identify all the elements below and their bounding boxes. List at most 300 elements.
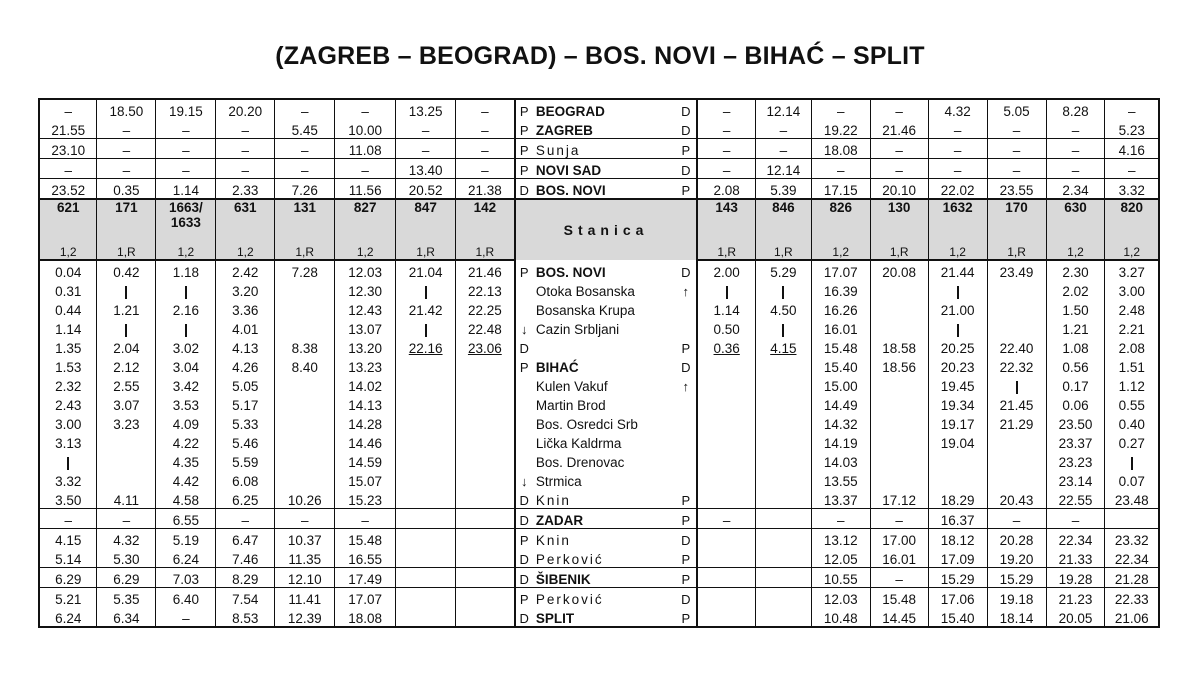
- station-name: Cazin Srbljani: [535, 322, 620, 337]
- time-cell: [870, 280, 928, 299]
- time-cell: –: [456, 99, 515, 119]
- station-name: ŠIBENIK: [533, 568, 675, 588]
- time-cell: –: [870, 139, 928, 159]
- train-class: 1,2: [928, 240, 987, 260]
- time-cell: [987, 451, 1046, 470]
- time-cell: –: [870, 159, 928, 179]
- time-cell: 15.29: [928, 568, 987, 588]
- time-cell: [755, 568, 811, 588]
- arrival-departure-marker: P: [515, 588, 533, 608]
- time-cell: 15.40: [811, 356, 870, 375]
- time-cell: 3.13: [55, 436, 82, 451]
- timetable-row: [39, 394, 1159, 413]
- time-cell: 5.19: [156, 529, 216, 549]
- time-cell: 0.17: [1046, 375, 1105, 394]
- time-cell: –: [697, 119, 755, 139]
- time-cell: –: [156, 119, 216, 139]
- time-cell: [755, 318, 811, 337]
- time-cell: [156, 280, 216, 299]
- timetable-row: [39, 529, 1159, 549]
- time-cell: 19.34: [928, 394, 987, 413]
- continuation-bar: [185, 286, 187, 299]
- continuation-bar: [185, 324, 187, 337]
- time-cell: [456, 413, 515, 432]
- time-cell: –: [335, 159, 396, 179]
- time-cell: [987, 375, 1046, 394]
- arrival-departure-marker: P: [675, 568, 697, 588]
- time-cell: 21.04: [396, 260, 456, 280]
- time-cell: [396, 588, 456, 608]
- time-cell: 4.22: [156, 432, 216, 451]
- time-cell: [396, 607, 456, 627]
- time-cell: [456, 568, 515, 588]
- time-cell: 7.03: [156, 568, 216, 588]
- time-cell: [697, 356, 755, 375]
- time-cell: 6.29: [97, 568, 156, 588]
- time-cell: 13.40: [396, 159, 456, 179]
- train-number: 131: [275, 199, 335, 240]
- time-cell: 4.09: [156, 413, 216, 432]
- time-cell: –: [697, 139, 755, 159]
- time-cell: 5.29: [755, 260, 811, 280]
- arrival-departure-marker: P: [675, 179, 697, 200]
- time-cell: 18.08: [811, 139, 870, 159]
- time-cell: 4.13: [216, 337, 275, 356]
- time-cell: 21.38: [456, 179, 515, 200]
- timetable-row: [39, 432, 1159, 451]
- time-cell: [697, 607, 755, 627]
- train-number: 631: [216, 199, 275, 240]
- arrival-departure-marker: [515, 394, 533, 413]
- station-name: BEOGRAD: [535, 104, 605, 119]
- station-name: Bos. Drenovac: [535, 455, 625, 470]
- time-cell: 7.46: [216, 548, 275, 568]
- station-name: BIHAĆ: [535, 360, 579, 375]
- time-cell: 4.32: [928, 99, 987, 119]
- time-cell: 22.33: [1105, 588, 1159, 608]
- time-cell: [275, 432, 335, 451]
- time-cell: 23.55: [987, 179, 1046, 200]
- time-cell: 2.21: [1105, 318, 1159, 337]
- time-cell: 15.00: [811, 375, 870, 394]
- time-cell: 3.50: [39, 489, 97, 509]
- time-cell: 23.48: [1105, 489, 1159, 509]
- station-name: ZADAR: [533, 509, 675, 529]
- time-cell: 2.55: [97, 375, 156, 394]
- time-cell: [928, 318, 987, 337]
- time-cell: 4.26: [216, 356, 275, 375]
- time-cell: 23.06: [456, 337, 515, 356]
- arrival-departure-marker: D: [515, 548, 533, 568]
- time-cell: [697, 588, 755, 608]
- time-cell: –: [97, 509, 156, 529]
- time-cell: 14.32: [811, 413, 870, 432]
- time-cell: 20.28: [987, 529, 1046, 549]
- arrival-departure-marker: [675, 299, 697, 318]
- time-cell: 15.48: [811, 337, 870, 356]
- time-cell: [755, 509, 811, 529]
- time-cell: 12.10: [275, 568, 335, 588]
- time-cell: 0.31: [55, 284, 82, 299]
- station-name: Knin: [535, 533, 571, 548]
- train-number: 130: [870, 199, 928, 240]
- time-cell: [1105, 509, 1159, 529]
- time-cell: 0.04: [55, 265, 82, 280]
- time-cell: –: [870, 568, 928, 588]
- time-cell: 23.32: [1105, 529, 1159, 549]
- station-name: Martin Brod: [535, 398, 606, 413]
- train-class: 1,R: [987, 240, 1046, 260]
- time-cell: 22.32: [987, 356, 1046, 375]
- station-name: Kulen Vakuf: [535, 379, 608, 394]
- station-name: NOVI SAD: [533, 159, 675, 179]
- time-cell: 1.14: [156, 179, 216, 200]
- time-cell: 6.24: [55, 611, 82, 626]
- time-cell: [97, 318, 156, 337]
- time-cell: 1.08: [1046, 337, 1105, 356]
- train-number: 820: [1105, 199, 1159, 240]
- time-cell: 12.03: [335, 260, 396, 280]
- time-cell: 6.40: [156, 588, 216, 608]
- time-cell: [755, 529, 811, 549]
- time-cell: 5.46: [216, 432, 275, 451]
- page-title: (ZAGREB – BEOGRAD) – BOS. NOVI – BIHAĆ – SPLIT: [275, 42, 925, 70]
- time-cell: –: [456, 119, 515, 139]
- timetable-row: [39, 509, 1159, 529]
- time-cell: [697, 280, 755, 299]
- time-cell: [697, 568, 755, 588]
- time-cell: [755, 470, 811, 489]
- time-cell: [396, 318, 456, 337]
- time-cell: 4.35: [156, 451, 216, 470]
- arrival-departure-marker: [675, 470, 697, 489]
- arrival-departure-marker: D: [675, 159, 697, 179]
- time-cell: 19.15: [156, 99, 216, 119]
- time-cell: 4.42: [156, 470, 216, 489]
- time-cell: 3.02: [156, 337, 216, 356]
- top-section: [39, 99, 1159, 199]
- timetable-row: [39, 119, 1159, 139]
- time-cell: 14.45: [870, 607, 928, 627]
- arrival-departure-marker: [515, 432, 533, 451]
- time-cell: –: [275, 509, 335, 529]
- time-cell: 3.27: [1105, 260, 1159, 280]
- station-name: Perković: [533, 548, 675, 568]
- time-cell: 20.05: [1046, 607, 1105, 627]
- time-cell: 17.09: [928, 548, 987, 568]
- train-number: 1632: [928, 199, 987, 240]
- time-cell: [755, 413, 811, 432]
- time-cell: 17.00: [870, 529, 928, 549]
- time-cell: 4.01: [216, 318, 275, 337]
- time-cell: [396, 356, 456, 375]
- time-cell: 11.08: [335, 139, 396, 159]
- arrival-departure-marker: D: [515, 337, 533, 356]
- time-cell: 17.07: [335, 588, 396, 608]
- time-cell: –: [216, 159, 275, 179]
- timetable-row: [39, 337, 1159, 356]
- time-cell: 6.34: [97, 607, 156, 627]
- time-cell: –: [811, 159, 870, 179]
- timetable-row: [39, 470, 1159, 489]
- time-cell: [755, 280, 811, 299]
- timetable-row: [39, 451, 1159, 470]
- time-cell: [755, 548, 811, 568]
- time-cell: 5.45: [275, 119, 335, 139]
- time-cell: [755, 451, 811, 470]
- time-cell: 18.56: [870, 356, 928, 375]
- time-cell: 19.17: [928, 413, 987, 432]
- time-cell: [755, 489, 811, 509]
- time-cell: 14.28: [335, 413, 396, 432]
- time-cell: [275, 318, 335, 337]
- arrival-departure-marker: P: [515, 529, 533, 549]
- train-number: 1663/ 1633: [156, 199, 216, 240]
- time-cell: [456, 470, 515, 489]
- continuation-bar: [957, 286, 959, 299]
- time-cell: –: [156, 139, 216, 159]
- time-cell: 4.50: [755, 299, 811, 318]
- station-name: Otoka Bosanska: [535, 284, 635, 299]
- time-cell: 16.01: [870, 548, 928, 568]
- time-cell: [396, 568, 456, 588]
- time-cell: 16.01: [811, 318, 870, 337]
- time-cell: 3.53: [156, 394, 216, 413]
- time-cell: 2.32: [55, 379, 82, 394]
- time-cell: –: [1046, 159, 1105, 179]
- time-cell: 0.44: [55, 303, 82, 318]
- continuation-bar: [125, 324, 127, 337]
- time-cell: [870, 375, 928, 394]
- time-cell: –: [722, 104, 731, 119]
- time-cell: 2.08: [1105, 337, 1159, 356]
- time-cell: [987, 299, 1046, 318]
- time-cell: [456, 548, 515, 568]
- continuation-bar: [125, 286, 127, 299]
- time-cell: 14.19: [811, 432, 870, 451]
- time-cell: 8.29: [216, 568, 275, 588]
- time-cell: –: [928, 119, 987, 139]
- timetable-row: [39, 413, 1159, 432]
- continuation-bar: [957, 324, 959, 337]
- time-cell: 23.37: [1046, 432, 1105, 451]
- train-number-row: [39, 199, 1159, 240]
- arrival-departure-marker: D: [675, 260, 697, 280]
- time-cell: –: [697, 509, 755, 529]
- time-cell: –: [97, 159, 156, 179]
- time-cell: 8.38: [275, 337, 335, 356]
- time-cell: 5.14: [39, 548, 97, 568]
- time-cell: 0.56: [1046, 356, 1105, 375]
- time-cell: [275, 299, 335, 318]
- time-cell: [275, 470, 335, 489]
- time-cell: –: [335, 99, 396, 119]
- arrival-departure-marker: P: [675, 337, 697, 356]
- time-cell: 3.42: [156, 375, 216, 394]
- time-cell: 18.58: [870, 337, 928, 356]
- time-cell: –: [216, 119, 275, 139]
- time-cell: –: [987, 139, 1046, 159]
- time-cell: 12.14: [755, 99, 811, 119]
- arrival-departure-marker: D: [675, 529, 697, 549]
- time-cell: 3.32: [55, 474, 82, 489]
- time-cell: 22.55: [1046, 489, 1105, 509]
- time-cell: 10.48: [811, 607, 870, 627]
- time-cell: 5.17: [216, 394, 275, 413]
- train-number: 621: [39, 199, 97, 240]
- arrival-departure-marker: ↑: [675, 375, 697, 394]
- arrival-departure-marker: [675, 413, 697, 432]
- time-cell: [755, 588, 811, 608]
- time-cell: 2.30: [1046, 260, 1105, 280]
- train-class: 1,2: [1046, 240, 1105, 260]
- time-cell: 12.39: [275, 607, 335, 627]
- time-cell: 17.07: [811, 260, 870, 280]
- time-cell: [396, 529, 456, 549]
- time-cell: [396, 489, 456, 509]
- time-cell: 0.42: [97, 260, 156, 280]
- time-cell: [396, 394, 456, 413]
- time-cell: 14.46: [335, 432, 396, 451]
- arrival-departure-marker: D: [675, 99, 697, 119]
- arrival-departure-marker: [515, 451, 533, 470]
- time-cell: 20.52: [396, 179, 456, 200]
- time-cell: 1.18: [156, 260, 216, 280]
- time-cell: –: [1105, 159, 1159, 179]
- time-cell: 12.03: [811, 588, 870, 608]
- train-class: 1,2: [156, 240, 216, 260]
- time-cell: 11.35: [275, 548, 335, 568]
- arrival-departure-marker: P: [515, 99, 533, 119]
- main-section: [39, 260, 1159, 627]
- station-name: ZAGREB: [533, 119, 675, 139]
- time-cell: 22.40: [987, 337, 1046, 356]
- arrival-departure-marker: D: [675, 119, 697, 139]
- arrival-departure-marker: D: [675, 356, 697, 375]
- timetable-row: [39, 489, 1159, 509]
- time-cell: [456, 394, 515, 413]
- time-cell: –: [396, 139, 456, 159]
- time-cell: 5.05: [987, 99, 1046, 119]
- time-cell: [755, 394, 811, 413]
- time-cell: –: [1046, 139, 1105, 159]
- time-cell: [870, 394, 928, 413]
- time-cell: 1.14: [55, 322, 82, 337]
- timetable-row: [39, 356, 1159, 375]
- time-cell: 8.53: [216, 607, 275, 627]
- time-cell: 4.32: [97, 529, 156, 549]
- time-cell: 0.55: [1105, 394, 1159, 413]
- time-cell: –: [755, 119, 811, 139]
- timetable: [38, 98, 1160, 628]
- train-class: 1,2: [1105, 240, 1159, 260]
- time-cell: –: [987, 119, 1046, 139]
- time-cell: 6.24: [156, 548, 216, 568]
- time-cell: [396, 470, 456, 489]
- time-cell: 0.50: [713, 322, 740, 337]
- arrival-departure-marker: P: [675, 489, 697, 509]
- time-cell: 15.48: [870, 588, 928, 608]
- time-cell: –: [97, 119, 156, 139]
- time-cell: [396, 548, 456, 568]
- continuation-bar: [782, 286, 784, 299]
- arrival-departure-marker: P: [675, 139, 697, 159]
- time-cell: [97, 280, 156, 299]
- train-class: 1,2: [216, 240, 275, 260]
- time-cell: 15.23: [335, 489, 396, 509]
- time-cell: 2.48: [1105, 299, 1159, 318]
- time-cell: 21.28: [1105, 568, 1159, 588]
- time-cell: [456, 375, 515, 394]
- time-cell: [928, 470, 987, 489]
- time-cell: [928, 280, 987, 299]
- time-cell: [928, 451, 987, 470]
- time-cell: 6.55: [156, 509, 216, 529]
- time-cell: [275, 413, 335, 432]
- time-cell: 1.51: [1105, 356, 1159, 375]
- time-cell: 1.53: [55, 360, 82, 375]
- time-cell: 3.20: [216, 280, 275, 299]
- time-cell: 17.12: [870, 489, 928, 509]
- time-cell: 5.59: [216, 451, 275, 470]
- time-cell: 21.44: [928, 260, 987, 280]
- continuation-bar: [425, 324, 427, 337]
- time-cell: 0.35: [97, 179, 156, 200]
- timetable-row: [39, 568, 1159, 588]
- arrival-departure-marker: D: [515, 509, 533, 529]
- time-cell: –: [1105, 99, 1159, 119]
- time-cell: 2.02: [1046, 280, 1105, 299]
- time-cell: 15.29: [987, 568, 1046, 588]
- arrival-departure-marker: P: [675, 607, 697, 627]
- arrival-departure-marker: D: [675, 588, 697, 608]
- station-name: Perković: [535, 592, 604, 607]
- time-cell: 2.00: [713, 265, 740, 280]
- timetable-row: [39, 260, 1159, 280]
- time-cell: 17.06: [928, 588, 987, 608]
- train-class: 1,R: [456, 240, 515, 260]
- time-cell: 12.43: [335, 299, 396, 318]
- time-cell: 22.13: [456, 280, 515, 299]
- time-cell: 22.02: [928, 179, 987, 200]
- time-cell: 12.05: [811, 548, 870, 568]
- time-cell: 23.49: [987, 260, 1046, 280]
- time-cell: [697, 451, 755, 470]
- time-cell: 2.04: [97, 337, 156, 356]
- station-column-header: Stanica: [515, 199, 698, 260]
- continuation-bar: [425, 286, 427, 299]
- time-cell: [755, 356, 811, 375]
- timetable-row: [39, 179, 1159, 200]
- train-class: 1,2: [39, 240, 97, 260]
- time-cell: 14.03: [811, 451, 870, 470]
- time-cell: –: [811, 99, 870, 119]
- train-number: 171: [97, 199, 156, 240]
- time-cell: 23.50: [1046, 413, 1105, 432]
- train-class: 1,R: [396, 240, 456, 260]
- time-cell: [755, 607, 811, 627]
- time-cell: [39, 451, 97, 470]
- timetable-row: [39, 159, 1159, 179]
- arrival-departure-marker: D: [515, 179, 533, 200]
- time-cell: 3.04: [156, 356, 216, 375]
- time-cell: [275, 280, 335, 299]
- time-cell: 7.26: [275, 179, 335, 200]
- arrival-departure-marker: ↓: [515, 318, 533, 337]
- arrival-departure-marker: P: [675, 548, 697, 568]
- time-cell: 3.00: [1105, 280, 1159, 299]
- time-cell: 22.34: [1046, 529, 1105, 549]
